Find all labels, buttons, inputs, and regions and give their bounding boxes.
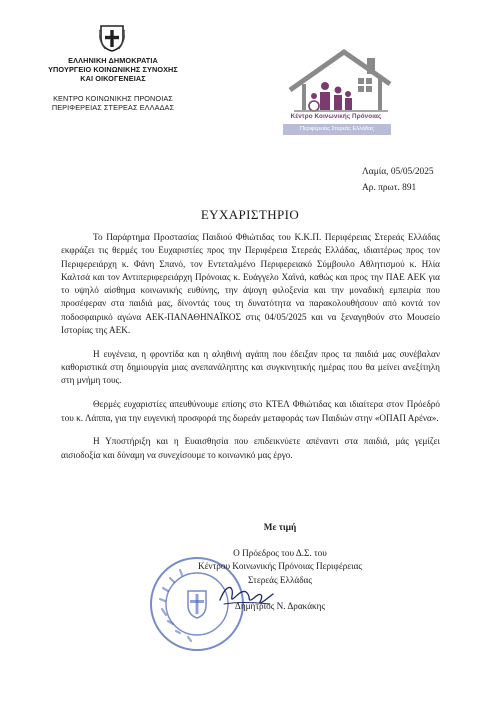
signatory-title-line3: Στερεάς Ελλάδας — [247, 574, 313, 585]
paragraph: Θερμές ευχαριστίες απευθύνουμε επίσης στο ΚΤΕΛ Φθιώτιδας και ιδιαίτερα στον Πρόεδρό του κ. Λάππα, για την ευγενική προσφορά της δωρεάν μεταφοράς των Παιδιών στην «ΟΠΑΠ Αρένα». — [61, 399, 440, 423]
header-line-republic: ΕΛΛΗΝΙΚΗ ΔΗΜΟΚΡΑΤΙΑ — [68, 56, 158, 65]
header-line-region: ΠΕΡΙΦΕΡΕΙΑΣ ΣΤΕΡΕΑΣ ΕΛΛΑΔΑΣ — [51, 102, 175, 112]
protocol-number: Αρ. πρωτ. 891 — [362, 183, 417, 193]
closing-regards: Με τιμή — [263, 522, 297, 532]
signatory-name: Δημήτριος Ν. Δρακάκης — [234, 600, 326, 611]
header-line-ministry: ΥΠΟΥΡΓΕΙΟ ΚΟΙΝΩΝΙΚΗΣ ΣΥΝΟΧΗΣ — [48, 65, 178, 75]
document-title: ΕΥΧΑΡΙΣΤΗΡΙΟ — [200, 207, 300, 222]
header-left — [42, 56, 184, 112]
document-date: Λαμία, 05/05/2025 — [362, 167, 434, 177]
logo-title: Κέντρο Κοινωνικής Πρόνοιας — [290, 113, 382, 120]
logo-subtitle: Περιφέρειας Στερεάς Ελλάδας — [283, 124, 391, 135]
signatory-title-line2: Κέντρου Κοινωνικής Πρόνοιας Περιφέρειας — [197, 561, 363, 572]
paragraph: Η ευγένεια, η φροντίδα και η αληθινή αγάπη που έδειξαν προς τα παιδιά μας συνέβαλαν καθοριστικά στη δημιουργία μιας ανεπανάληπτης και συγκινητικής ημέρας που θα μείνει ανεξίτηλη στη μνήμη τους. — [61, 348, 440, 386]
paragraph: Η Υποστήριξη και η Ευαισθησία που επιδεικνύετε απέναντι στα παιδιά, μάς γεμίζει αισιοδοξία και δύναμη να συνεχίσουμε το κοινωνικό μας έργο. — [61, 436, 440, 460]
header-line-family: ΚΑΙ ΟΙΚΟΓΕΝΕΙΑΣ — [80, 74, 146, 84]
greek-coat-of-arms-icon — [99, 24, 125, 52]
closing-block — [160, 521, 400, 613]
paragraph: Το Παράρτημα Προστασίας Παιδιού Φθιώτιδας του Κ.Κ.Π. Περιφέρειας Στερεάς Ελλάδας εκφράζει τις θερμές του Ευχαριστίες προς την Περιφέρεια Στερεάς Ελλάδας, ιδιαιτέρως προς τον Περιφερειάρχη κ. Φάνη Σπανό, τον Εντεταλμένο Περιφερειακό Σύμβουλο Αθλητισμού κ. Ηλία Καλτσά και τον Αντιπεριφερειάρχη Πρόνοιας κ. Ευάγγελο Χαϊνά, καθώς και προς την ΠΑΕ ΑΕΚ για το υψηλό αίσθημα κοινωνικής ευθύνης, την άψογη φιλοξενία και την μοναδική εμπειρία που προσέφεραν στα παιδιά μας, δίνοντάς τους τη δυνατότητα να παρακολουθήσουν από κοντά τον ποδοσφαιρικό αγώνα ΑΕΚ-ΠΑΝΑΘΗΝΑΪΚΟΣ στις 04/05/2025 και να ξεναγηθούν στο Μουσείο Ιστορίας της ΑΕΚ. — [61, 232, 440, 336]
letter-body — [61, 231, 440, 472]
header-line-center: ΚΕΝΤΡΟ ΚΟΙΝΩΝΙΚΗΣ ΠΡΟΝΟΙΑΣ — [53, 93, 173, 103]
signatory-title-line1: Ο Πρόεδρος του Δ.Σ. του — [233, 548, 327, 559]
